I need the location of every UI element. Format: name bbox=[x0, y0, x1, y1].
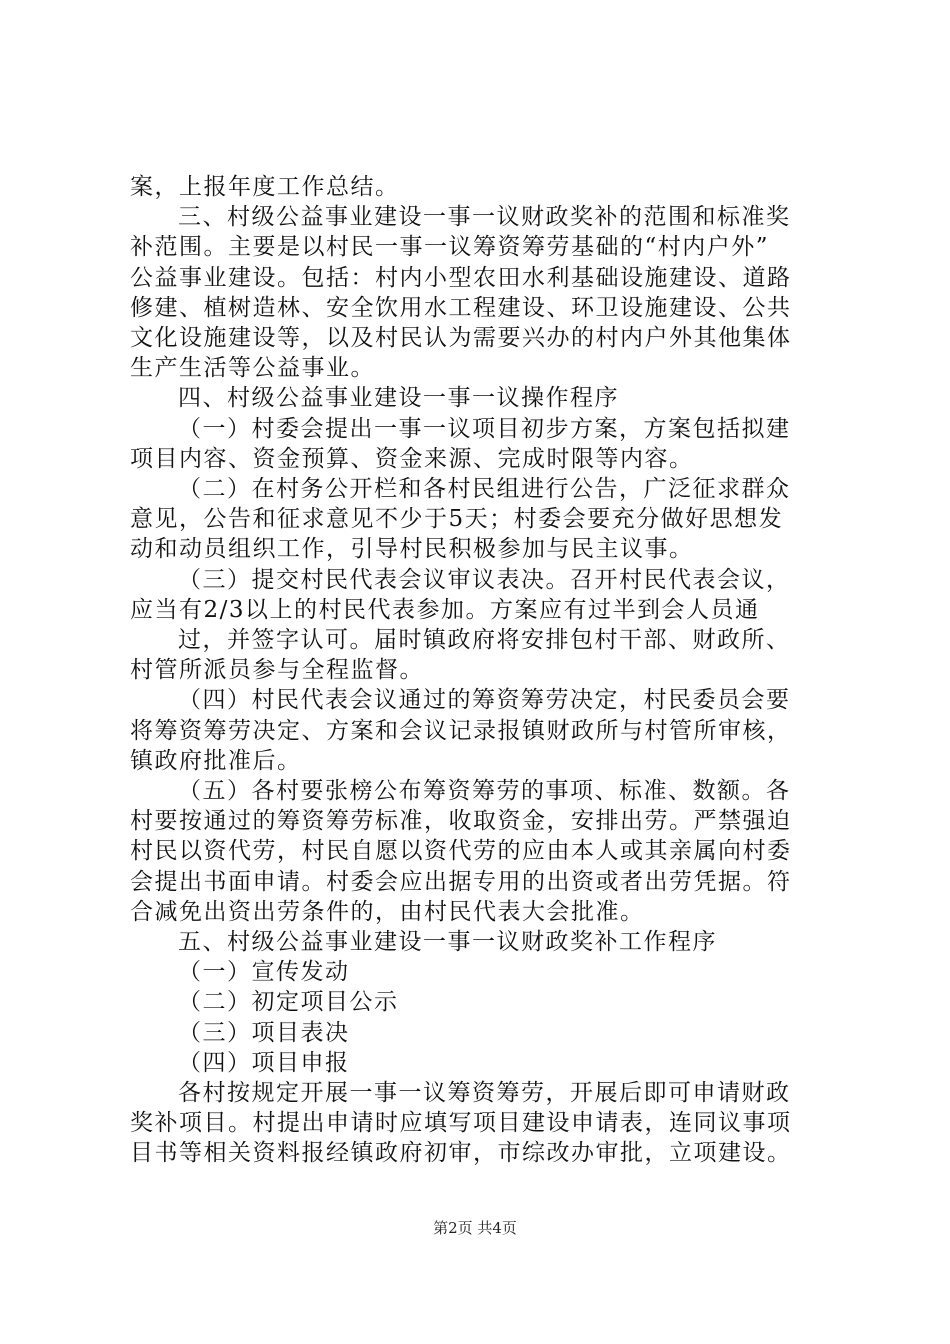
text-line: 生产生活等公益事业。 bbox=[130, 355, 375, 382]
list-item: （四）项目申报 bbox=[178, 1049, 350, 1076]
section-heading: 三、村级公益事业建设一事一议财政奖补的范围和标准奖 bbox=[178, 204, 791, 231]
list-item: （二）初定项目公示 bbox=[178, 989, 399, 1016]
text-line: （一）村委会提出一事一议项目初步方案，方案包括拟建 bbox=[178, 415, 791, 442]
text-line: 镇政府批准后。 bbox=[130, 747, 302, 774]
section-heading: 四、村级公益事业建设一事一议操作程序 bbox=[178, 385, 619, 412]
text-line: 将筹资筹劳决定、方案和会议记录报镇财政所与村管所审核， bbox=[130, 717, 792, 744]
text-line: 村民以资代劳，村民自愿以资代劳的应由本人或其亲属向村委 bbox=[130, 838, 792, 865]
text-line: （四）村民代表会议通过的筹资筹劳决定，村民委员会要 bbox=[178, 687, 791, 714]
text-line: 村管所派员参与全程监督。 bbox=[130, 657, 424, 684]
text-line: 补范围。主要是以村民一事一议筹资筹劳基础的“村内户外” bbox=[130, 234, 770, 261]
text-line: 各村按规定开展一事一议筹资筹劳，开展后即可申请财政 bbox=[178, 1080, 791, 1106]
text-line: （五）各村要张榜公布筹资筹劳的事项、标准、数额。各 bbox=[178, 778, 791, 804]
text-line: 动和动员组织工作，引导村民积极参加与民主议事。 bbox=[130, 536, 694, 563]
text-line: 修建、植树造林、安全饮用水工程建设、环卫设施建设、公共 bbox=[130, 294, 792, 321]
text-line: 案，上报年度工作总结。 bbox=[130, 174, 400, 200]
text-line: 应当有2/3以上的村民代表参加。方案应有过半到会人员通 bbox=[130, 596, 760, 623]
text-line: 项目内容、资金预算、资金来源、完成时限等内容。 bbox=[130, 445, 694, 472]
text-line: 村要按通过的筹资筹劳标准，收取资金，安排出劳。严禁强迫 bbox=[130, 808, 792, 835]
text-line: （二）在村务公开栏和各村民组进行公告，广泛征求群众 bbox=[178, 476, 791, 502]
text-line: 奖补项目。村提出申请时应填写项目建设申请表，连同议事项 bbox=[130, 1110, 792, 1137]
text-line: 公益事业建设。包括：村内小型农田水利基础设施建设、道路 bbox=[130, 264, 792, 291]
page-footer: 第2页 共4页 bbox=[433, 1219, 517, 1237]
text-line: 文化设施建设等，以及村民认为需要兴办的村内户外其他集体 bbox=[130, 325, 792, 351]
list-item: （一）宣传发动 bbox=[178, 959, 350, 986]
section-heading: 五、村级公益事业建设一事一议财政奖补工作程序 bbox=[178, 929, 717, 955]
text-line: 合减免出资出劳条件的，由村民代表大会批准。 bbox=[130, 898, 645, 925]
text-line: 会提出书面申请。村委会应出据专用的出资或者出劳凭据。符 bbox=[130, 868, 792, 895]
text-line: 意见，公告和征求意见不少于5天；村委会要充分做好思想发 bbox=[130, 506, 784, 533]
list-item: （三）项目表决 bbox=[178, 1019, 350, 1046]
text-line: 过，并签字认可。届时镇政府将安排包村干部、财政所、 bbox=[178, 627, 791, 653]
text-line: 目书等相关资料报经镇政府初审，市综改办审批，立项建设。 bbox=[130, 1140, 792, 1167]
text-line: （三）提交村民代表会议审议表决。召开村民代表会议， bbox=[178, 566, 791, 593]
